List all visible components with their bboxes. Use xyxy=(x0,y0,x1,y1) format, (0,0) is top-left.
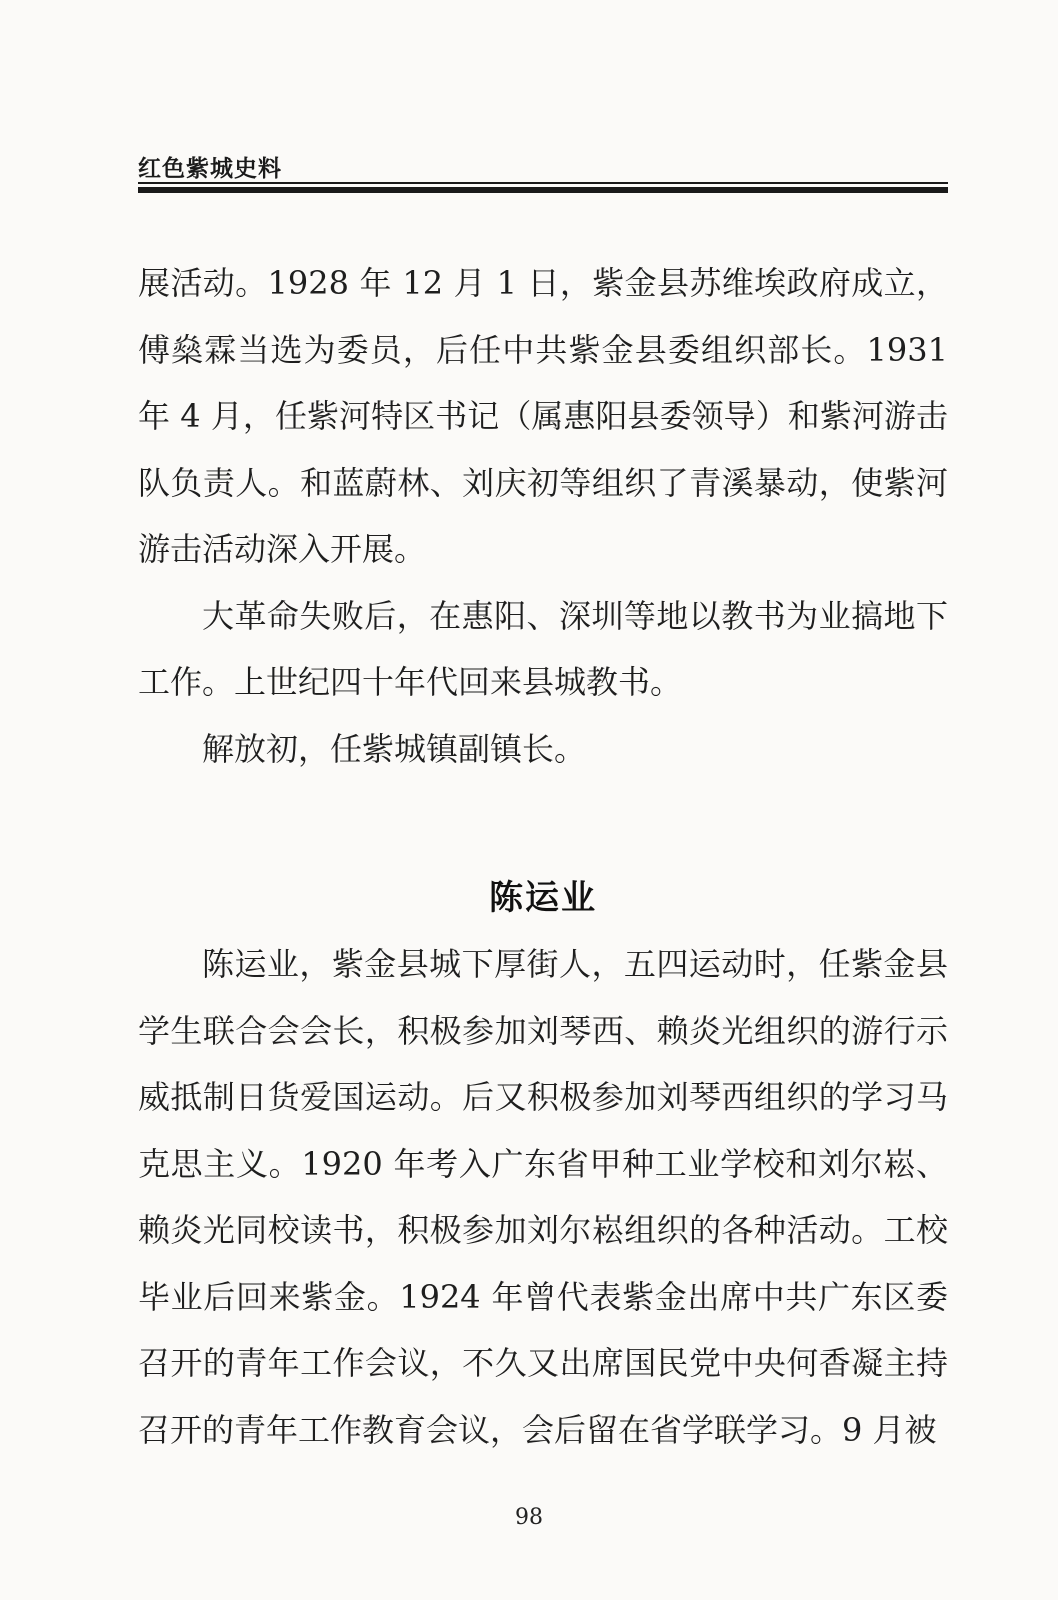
paragraph-biography: 陈运业，紫金县城下厚街人，五四运动时，任紫金县学生联合会会长，积极参加刘琴西、赖炎光组织的游行示威抵制日货爱国运动。后又积极参加刘琴西组织的学习马克思主义。1920 年考入广东省甲种工业学校和刘尔崧、赖炎光同校读书，积极参加刘尔崧组织的各种活动。工校毕业后回来紫金。1924 年曾代表紫金出席中共广东区委召开的青年工作会议，不久又出席国民党中央何香凝主持召开的青年工作教育会议，会后留在省学联学习。9 月被 xyxy=(138,945,948,1449)
paragraph-liberation: 解放初，任紫城镇副镇长。 xyxy=(202,729,587,768)
paragraph-underground-work: 大革命失败后，在惠阳、深圳等地以教书为业搞地下工作。上世纪四十年代回来县城教书。 xyxy=(138,596,948,701)
running-header-title: 红色紫城史料 xyxy=(138,156,282,182)
header-rule-thick xyxy=(138,187,948,193)
header-rule-thin xyxy=(138,182,948,184)
page-body xyxy=(138,250,948,1463)
page-number: 98 xyxy=(515,1505,543,1530)
paragraph-continued: 展活动。1928 年 12 月 1 日，紫金县苏维埃政府成立，傅燊霖当选为委员，后任中共紫金县委组织部长。1931 年 4 月，任紫河特区书记（属惠阳县委领导）和紫河游击队负责人。和蓝蔚林、刘庆初等组织了青溪暴动，使紫河游击活动深入开展。 xyxy=(138,264,948,568)
section-title: 陈运业 xyxy=(489,878,597,918)
